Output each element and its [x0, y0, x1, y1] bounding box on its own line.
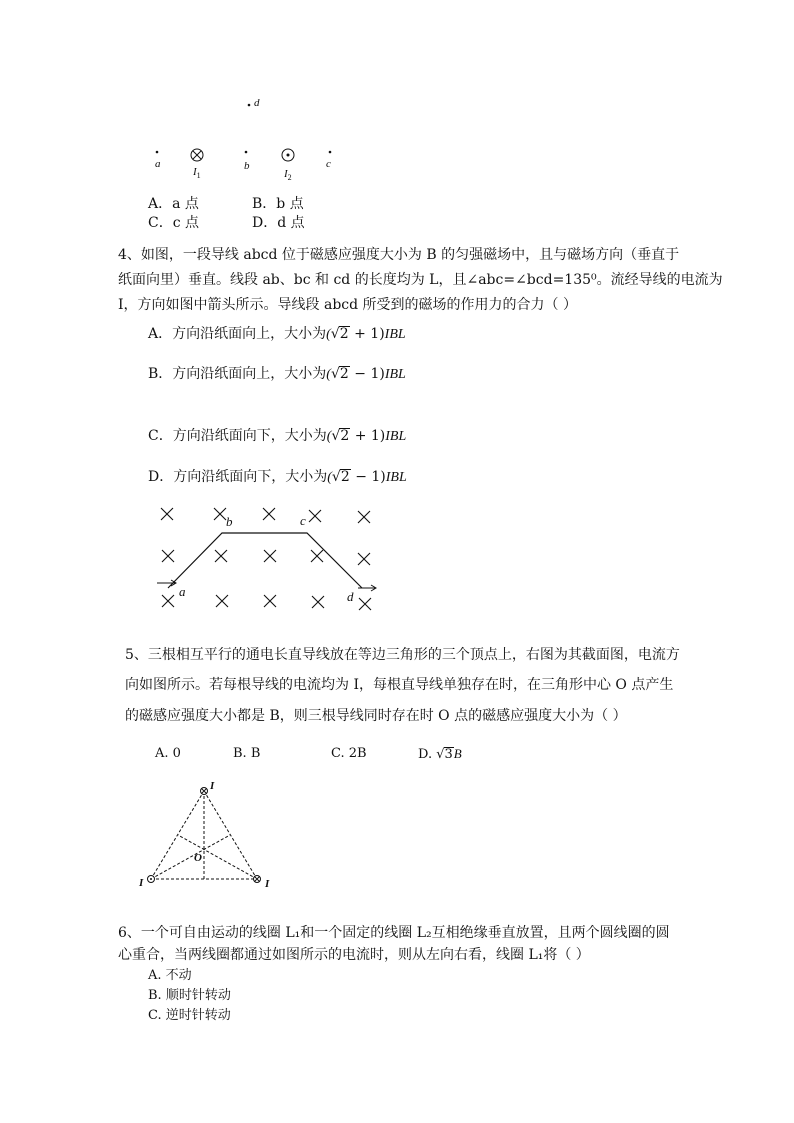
label-c: c	[300, 513, 306, 528]
label-b: b	[226, 514, 233, 529]
q5-option-a[interactable]: A. 0	[155, 746, 181, 761]
q4-option-c[interactable]: C．方向沿纸面向下，大小为(√2 + 1)IBL	[148, 428, 407, 444]
q6-line1: 6、一个可自由运动的线圈 L₁和一个固定的线圈 L₂互相绝缘垂直放置，且两个圆线圈的圆	[118, 925, 670, 941]
q5-option-b[interactable]: B. B	[233, 746, 261, 761]
q5-line1: 5、三根相互平行的通电长直导线放在等边三角形的三个顶点上，右图为其截面图，电流方	[125, 647, 680, 663]
q5-line2: 向如图所示。若每根导线的电流均为 I，每根直导线单独存在时，在三角形中心 O 点产生	[125, 677, 674, 693]
q6-option-a[interactable]: A. 不动	[148, 968, 192, 983]
wire-top-into-page-icon	[201, 788, 208, 795]
label-top-current: I	[210, 780, 215, 792]
wire-left-out-of-page-icon	[148, 876, 155, 883]
label-d: d	[254, 97, 260, 109]
q5-line3: 的磁感应强度大小都是 B，则三根导线同时存在时 O 点的磁感应强度大小为（ ）	[125, 708, 627, 724]
label-a: a	[155, 158, 161, 170]
q5-option-c[interactable]: C. 2B	[331, 746, 367, 761]
q4-stem-line3: I，方向如图中箭头所示。导线段 abcd 所受到的磁场的作用力的合力（ ）	[118, 297, 577, 313]
label-d: d	[347, 589, 354, 604]
q5-option-d[interactable]: D. √3B	[418, 746, 462, 762]
label-right-current: I	[265, 878, 270, 890]
wire-right-into-page-icon	[254, 876, 261, 883]
label-I1: $I_1$	[193, 166, 201, 181]
q6-option-c[interactable]: C. 逆时针转动	[148, 1008, 231, 1023]
q3-option-c[interactable]: C．c 点	[148, 215, 200, 231]
q3-option-d[interactable]: D．d 点	[252, 215, 305, 231]
q3-option-a[interactable]: A．a 点	[148, 196, 199, 212]
q3-option-b[interactable]: B．b 点	[252, 196, 304, 212]
label-c: c	[326, 158, 331, 170]
q6-option-b[interactable]: B. 顺时针转动	[148, 988, 231, 1003]
q4-option-a[interactable]: A．方向沿纸面向上，大小为(√2 + 1)IBL	[148, 326, 406, 342]
label-I2: $I_2$	[284, 168, 292, 183]
q4-stem-line1: 4、如图，一段导线 abcd 位于磁感应强度大小为 B 的匀强磁场中，且与磁场方向（垂直于	[118, 247, 680, 263]
label-a: a	[179, 584, 186, 599]
q6-line2: 心重合，当两线圈都通过如图所示的电流时，则从左向右看，线圈 L₁将（ ）	[118, 947, 590, 963]
label-left-current: I	[139, 877, 144, 889]
q4-stem-line2: 纸面向里）垂直。线段 ab、bc 和 cd 的长度均为 L，且∠abc=∠bcd=135⁰。流经导线的电流为	[118, 272, 723, 288]
triangle-edges	[151, 791, 257, 879]
label-center-O: O	[194, 852, 202, 864]
label-b: b	[244, 160, 250, 172]
q4-option-b[interactable]: B．方向沿纸面向上，大小为(√2 − 1)IBL	[148, 366, 406, 382]
q4-option-d[interactable]: D．方向沿纸面向下，大小为(√2 − 1)IBL	[148, 469, 407, 485]
